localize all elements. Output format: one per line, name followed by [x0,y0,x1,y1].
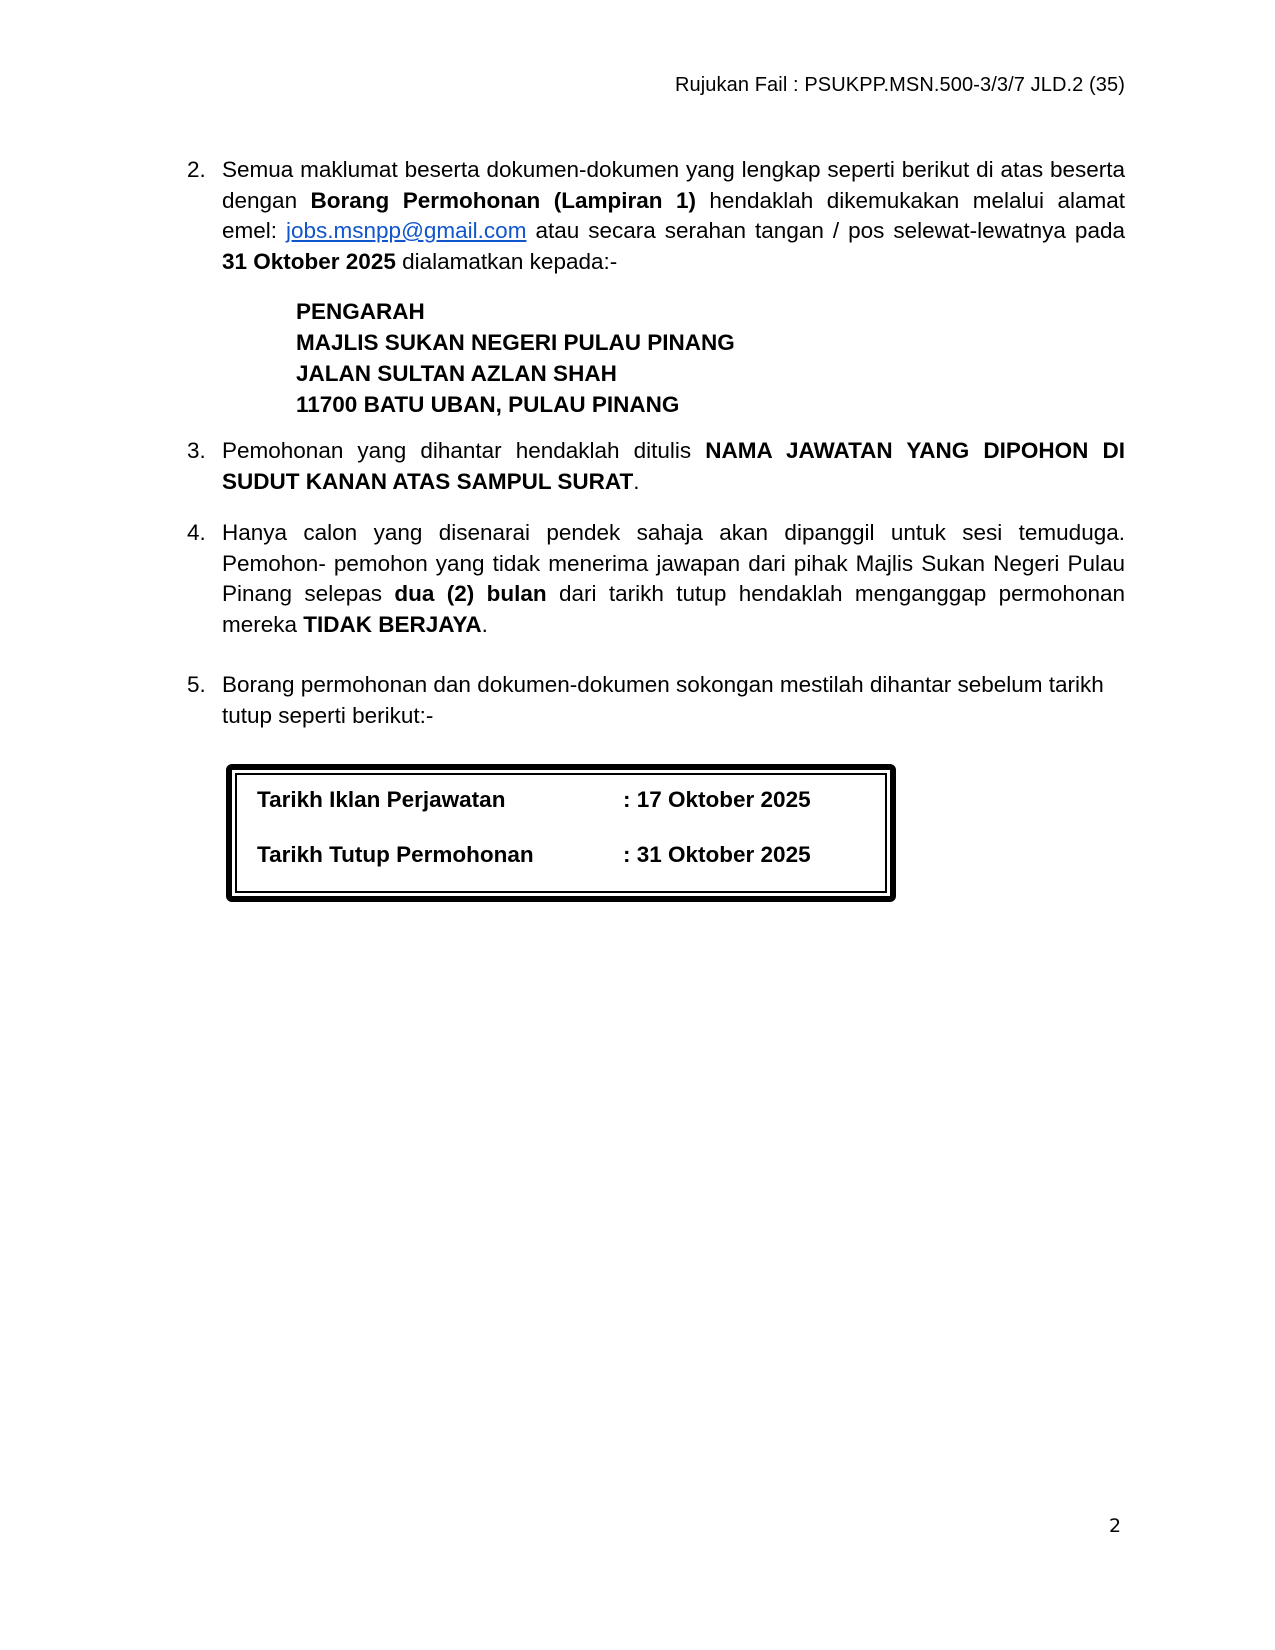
item-number: 5. [187,672,206,697]
item-number: 2. [187,157,206,182]
page-number: 2 [1109,1515,1122,1537]
item-text: . [481,611,488,637]
item-body [222,436,1125,497]
list-item-5 [187,670,1125,731]
item-body [222,155,1125,277]
item-text: Pemohonan yang dihantar hendaklah ditulis [222,438,706,463]
date-label: Tarikh Iklan Perjawatan [257,787,506,812]
mailing-address [296,296,735,420]
item-text: dialamatkan kepada:- [395,248,618,274]
item-body [222,670,1125,731]
item-text: . [633,468,640,494]
result-bold: TIDAK BERJAYA [303,611,482,637]
item-text: dari tarikh tutup hendaklah menganggap permohonan mereka [222,581,1126,637]
address-line: JALAN SULTAN AZLAN SHAH [296,361,617,386]
instruction-bold: NAMA JAWATAN YANG DIPOHON DI SUDUT KANAN ATAS SAMPUL SURAT [222,438,1125,494]
dates-box [226,764,896,902]
item-body [222,518,1125,640]
item-number: 3. [187,438,206,463]
date-value: : 17 Oktober 2025 [623,787,811,812]
list-item-2 [187,155,1125,277]
item-text: Borang permohonan dan dokumen-dokumen sokongan mestilah dihantar sebelum tarikh tutup seperti berikut:- [222,672,1104,728]
address-line: 11700 BATU UBAN, PULAU PINANG [296,392,680,417]
date-label: Tarikh Tutup Permohonan [257,842,534,867]
period-bold: dua (2) bulan [394,581,547,606]
date-value: : 31 Oktober 2025 [623,842,811,867]
deadline-bold: 31 Oktober 2025 [222,248,396,274]
list-item-3 [187,436,1125,497]
list-item-4 [187,518,1125,640]
item-text: atau secara serahan tangan / pos selewat-lewatnya pada [526,218,1125,243]
item-number: 4. [187,520,206,545]
file-reference: Rujukan Fail : PSUKPP.MSN.500-3/3/7 JLD.2 (35) [675,74,1125,96]
address-line: MAJLIS SUKAN NEGERI PULAU PINANG [296,330,735,355]
form-name-bold: Borang Permohonan (Lampiran 1) [310,187,696,213]
item-text: hendaklah dikemukakan melalui alamat emel: [222,187,1125,243]
address-line: PENGARAH [296,299,425,324]
item-text: Hanya calon yang disenarai pendek sahaja akan dipanggil untuk sesi temuduga. Pemohon- pemohon yang tidak menerima jawapan dari pihak Majlis Sukan Negeri Pulau Pinang selepas [222,520,1125,606]
dates-box-inner-border [235,773,887,893]
item-text: Semua maklumat beserta dokumen-dokumen yang lengkap seperti berikut di atas beserta dengan [222,157,1125,213]
email-link[interactable]: jobs.msnpp@gmail.com [286,218,527,243]
